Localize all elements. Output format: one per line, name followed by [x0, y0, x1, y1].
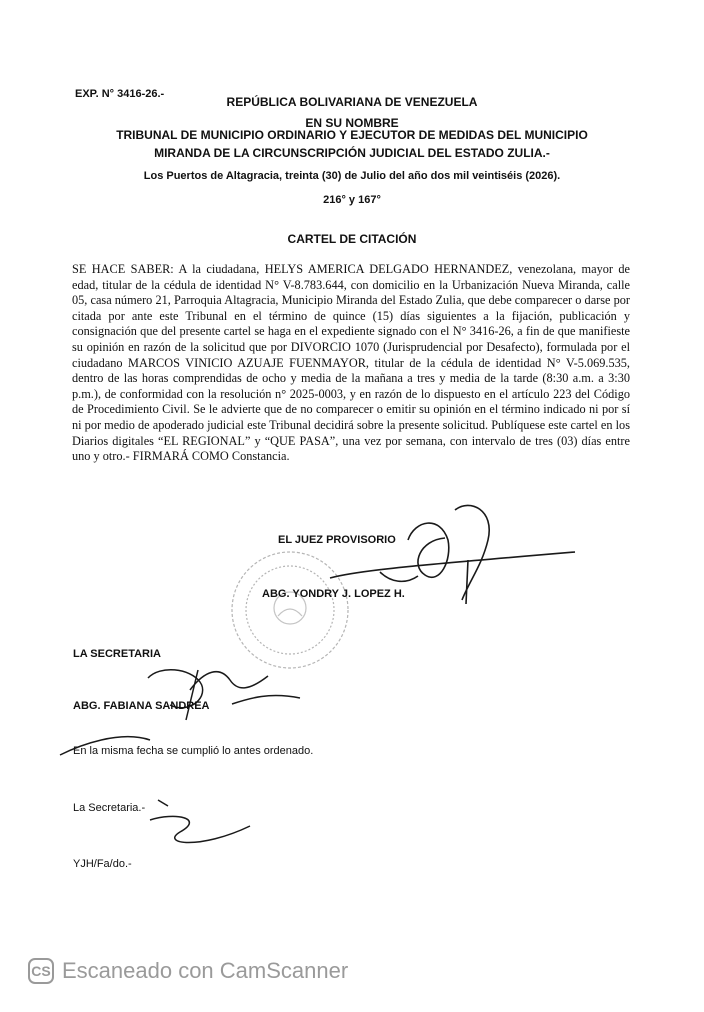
place-date-line: Los Puertos de Altagracia, treinta (30) de Julio del año dos mil veintiséis (2026).: [143, 170, 561, 182]
judge-name: ABG. YONDRY J. LOPEZ H.: [262, 588, 405, 600]
secretary-note: La Secretaria.-: [73, 802, 146, 814]
secretary-name: ABG. FABIANA SANDREA: [73, 700, 210, 712]
secretary-title: LA SECRETARIA: [73, 648, 161, 660]
expediente-number: EXP. N° 3416-26.-: [75, 88, 165, 100]
initials-note: YJH/Fa/do.-: [73, 858, 132, 870]
independence-years: 216° y 167°: [323, 194, 381, 206]
judge-title: EL JUEZ PROVISORIO: [278, 534, 396, 546]
document-title: CARTEL DE CITACIÓN: [287, 232, 417, 246]
camscanner-text: Escaneado con CamScanner: [62, 958, 349, 983]
secretary-signature: [60, 670, 300, 755]
tribunal-heading-line1: TRIBUNAL DE MUNICIPIO ORDINARIO Y EJECUTOR DE MEDIDAS DEL MUNICIPIO: [116, 128, 588, 142]
camscanner-logo-icon: CS: [28, 958, 54, 984]
camscanner-footer: [28, 958, 348, 984]
court-seal: [232, 552, 348, 668]
compliance-note: En la misma fecha se cumplió lo antes ordenado.: [73, 745, 314, 757]
secretary-initial-signature: [150, 800, 250, 843]
citation-body: SE HACE SABER: A la ciudadana, HELYS AMERICA DELGADO HERNANDEZ, venezolana, mayor de edad, titular de la cédula de identidad N° V-8.783.644, con domicilio en la Urbanización Nueva Miranda, calle 05, casa número 21, Parroquia Altagracia, Municipio Miranda del Estado Zulia, que debe comparecer o darse por citada por ante este Tribunal en el término de quince (15) días siguientes a la fijación, publicación y consignación que del presente cartel se haga en el expediente signado con el N° 3416-26, a fin de que manifieste su opinión en razón de la solicitud que por DIVORCIO 1070 (Jurisprudencial por Desafecto), formulada por el ciudadano MARCOS VINICIO AZUAJE FUENMAYOR, titular de la cédula de identidad N° V-5.069.535, dentro de las horas comprendidas de ocho y media de la mañana a tres y media de la tarde (8:30 a.m. a 3:30 p.m.), de conformidad con la resolución n° 2025-0003, y en razón de lo dispuesto en el artículo 223 del Código de Procedimiento Civil. Se le advierte que de no comparecer o emitir su opinión en el término indicado ni por sí ni por medio de apoderado judicial este Tribunal decidirá sobre la presente solicitud. Publíquese este cartel en los Diarios digitales “EL REGIONAL” y “QUE PASA”, una vez por semana, con intervalo de tres (03) días entre uno y otro.- FIRMARÁ COMO Constancia.: [72, 262, 630, 464]
republica-heading: REPÚBLICA BOLIVARIANA DE VENEZUELA: [226, 95, 478, 109]
tribunal-heading-line2: MIRANDA DE LA CIRCUNSCRIPCIÓN JUDICIAL DEL ESTADO ZULIA.-: [154, 146, 550, 160]
en-su-nombre-heading: EN SU NOMBRE: [305, 116, 399, 130]
